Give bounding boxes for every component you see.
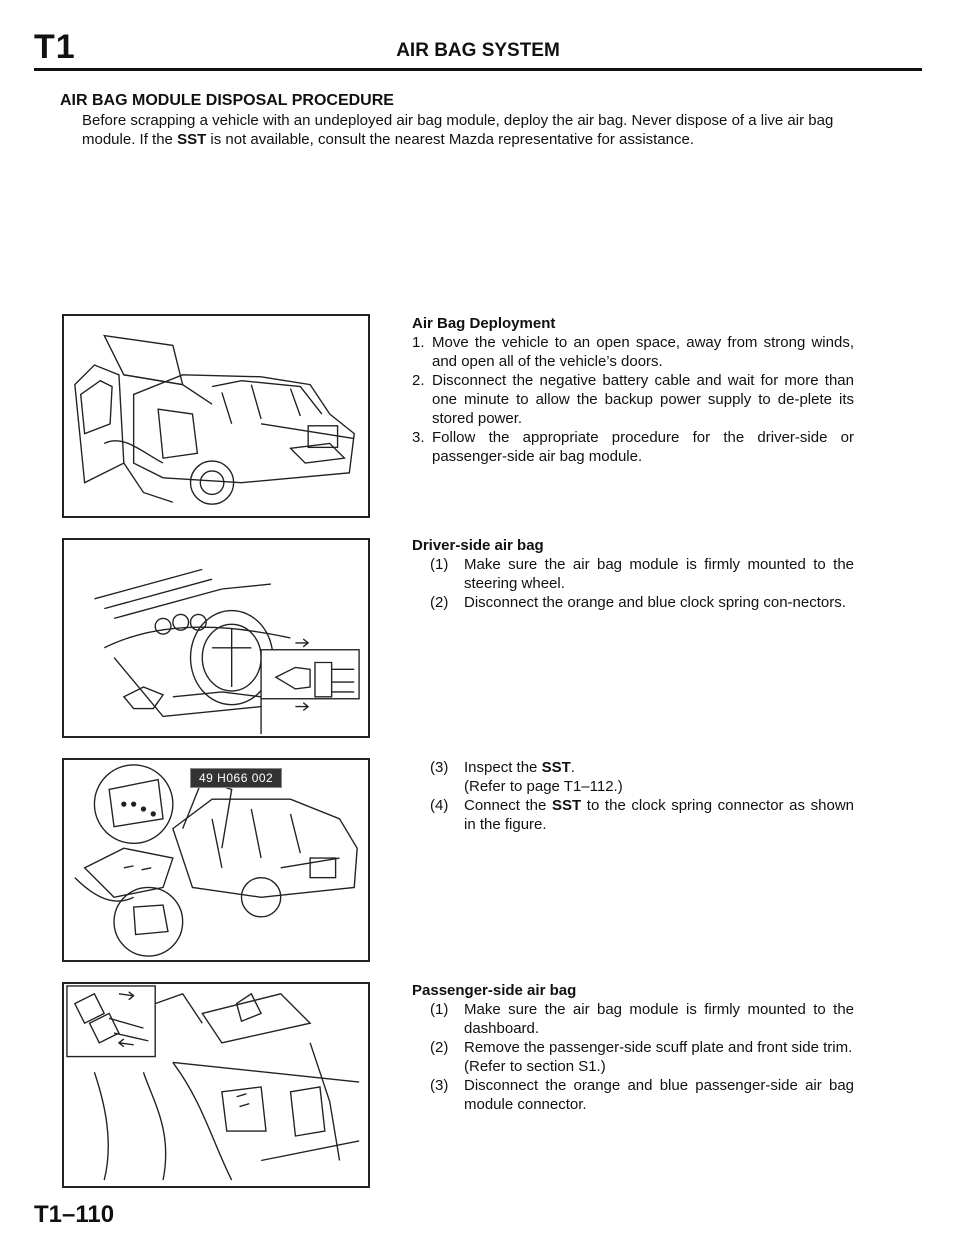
passenger-step: (1) Make sure the air bag module is firmly mounted to the dashboard.: [430, 1001, 854, 1037]
page-number: T1–110: [34, 1201, 115, 1228]
driver-side-block: [412, 536, 854, 612]
figure-label: 49 H066 002: [190, 768, 282, 788]
passenger-side-heading: Passenger-side air bag: [412, 982, 577, 999]
deployment-step: 1. Move the vehicle to an open space, away from strong winds, and open all of the vehicle’s doors.: [412, 334, 854, 370]
deployment-step: 3. Follow the appropriate procedure for the driver-side or passenger-side air bag module.: [412, 429, 854, 465]
sst-inspect-step: (3) Inspect the SST.: [430, 759, 575, 776]
figure-vehicle-doors-open: [62, 314, 370, 518]
passenger-step: (2) Remove the passenger-side scuff plate and front side trim.: [430, 1039, 853, 1056]
car-doors-open-illustration: [64, 316, 368, 516]
deployment-block: [412, 314, 854, 466]
driver-step: (1) Make sure the air bag module is firmly mounted to the steering wheel.: [430, 556, 854, 592]
sst-inspect-reference: (Refer to page T1–112.): [464, 778, 623, 795]
sst-connect-step: (4) Connect the SST to the clock spring connector as shown in the figure.: [430, 797, 855, 833]
section-code: T1: [34, 28, 76, 66]
passenger-side-block: [412, 981, 854, 1114]
driver-side-heading: Driver-side air bag: [412, 537, 544, 554]
procedure-title: AIR BAG MODULE DISPOSAL PROCEDURE: [60, 92, 394, 109]
passenger-step: (3) Disconnect the orange and blue passenger-side air bag module connector.: [430, 1077, 854, 1113]
deployment-heading: Air Bag Deployment: [412, 315, 556, 332]
figure-steering-wheel-connectors: [62, 538, 370, 738]
sst-connection-illustration: [64, 760, 368, 960]
passenger-step-reference: (Refer to section S1.): [464, 1058, 606, 1075]
figure-sst-connection: [62, 758, 370, 962]
procedure-intro: Before scrapping a vehicle with an undeployed air bag module, deploy the air bag. Never dispose of a live air bag module. If the SST is not available, consult the nearest Mazda representative for assistance.: [82, 112, 834, 148]
steering-wheel-illustration: [64, 540, 368, 736]
page-title: AIR BAG SYSTEM: [396, 40, 560, 61]
passenger-footwell-illustration: [64, 984, 368, 1186]
deployment-step: 2. Disconnect the negative battery cable and wait for more than one minute to allow the backup power supply to de-plete its stored power.: [412, 372, 854, 427]
driver-step: (2) Disconnect the orange and blue clock spring con-nectors.: [430, 594, 846, 611]
page-header: [34, 24, 922, 71]
figure-passenger-footwell: [62, 982, 370, 1188]
sst-steps-block: [412, 758, 854, 834]
